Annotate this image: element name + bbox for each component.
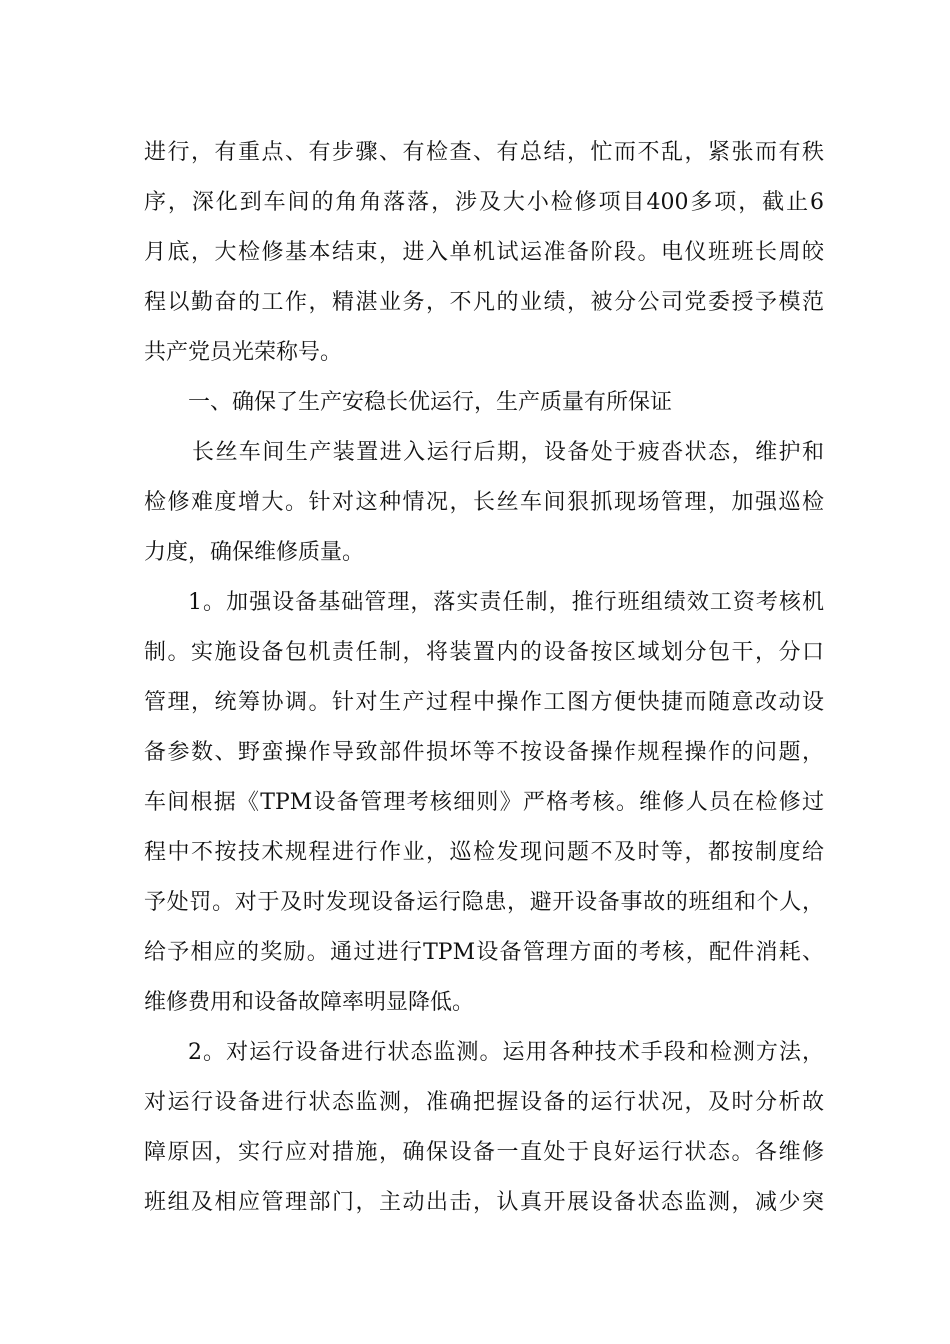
text-line: 给予相应的奖励。通过进行TPM设备管理方面的考核，配件消耗、 — [144, 940, 824, 965]
text-line: 程中不按技术规程进行作业，巡检发现问题不及时等，都按制度给 — [144, 840, 824, 865]
text-line: 进行，有重点、有步骤、有检查、有总结，忙而不乱，紧张而有秩 — [144, 140, 824, 165]
text-line: 制。实施设备包机责任制，将装置内的设备按区域划分包干，分口 — [144, 640, 824, 665]
text-line: 备参数、野蛮操作导致部件损坏等不按设备操作规程操作的问题， — [144, 740, 824, 765]
text-line: 共产党员光荣称号。 — [144, 340, 343, 365]
document-body — [144, 128, 824, 1228]
text-line: 障原因，实行应对措施，确保设备一直处于良好运行状态。各维修 — [144, 1140, 824, 1165]
text-line: 程以勤奋的工作，精湛业务，不凡的业绩，被分公司党委授予模范 — [144, 290, 824, 315]
text-line: 维修费用和设备故障率明显降低。 — [144, 990, 475, 1015]
text-line: 予处罚。对于及时发现设备运行隐患，避开设备事故的班组和个人， — [144, 890, 824, 915]
text-line: 月底，大检修基本结束，进入单机试运准备阶段。电仪班班长周皎 — [144, 240, 824, 265]
text-line: 序，深化到车间的角角落落，涉及大小检修项目400多项，截止6 — [144, 190, 824, 215]
text-line: 力度，确保维修质量。 — [144, 540, 365, 565]
text-line: 长丝车间生产装置进入运行后期，设备处于疲沓状态，维护和 — [192, 440, 824, 465]
text-line: 管理，统筹协调。针对生产过程中操作工图方便快捷而随意改动设 — [144, 690, 824, 715]
text-line: 检修难度增大。针对这种情况，长丝车间狠抓现场管理，加强巡检 — [144, 490, 824, 515]
text-line: 车间根据《TPM设备管理考核细则》严格考核。维修人员在检修过 — [144, 790, 824, 815]
text-line: 2。对运行设备进行状态监测。运用各种技术手段和检测方法， — [188, 1040, 824, 1065]
section-heading: 一、确保了生产安稳长优运行，生产质量有所保证 — [188, 390, 673, 415]
text-line: 班组及相应管理部门，主动出击，认真开展设备状态监测，减少突 — [144, 1190, 824, 1215]
text-line: 对运行设备进行状态监测，准确把握设备的运行状况，及时分析故 — [144, 1090, 824, 1115]
text-line: 1。加强设备基础管理，落实责任制，推行班组绩效工资考核机 — [188, 590, 824, 615]
